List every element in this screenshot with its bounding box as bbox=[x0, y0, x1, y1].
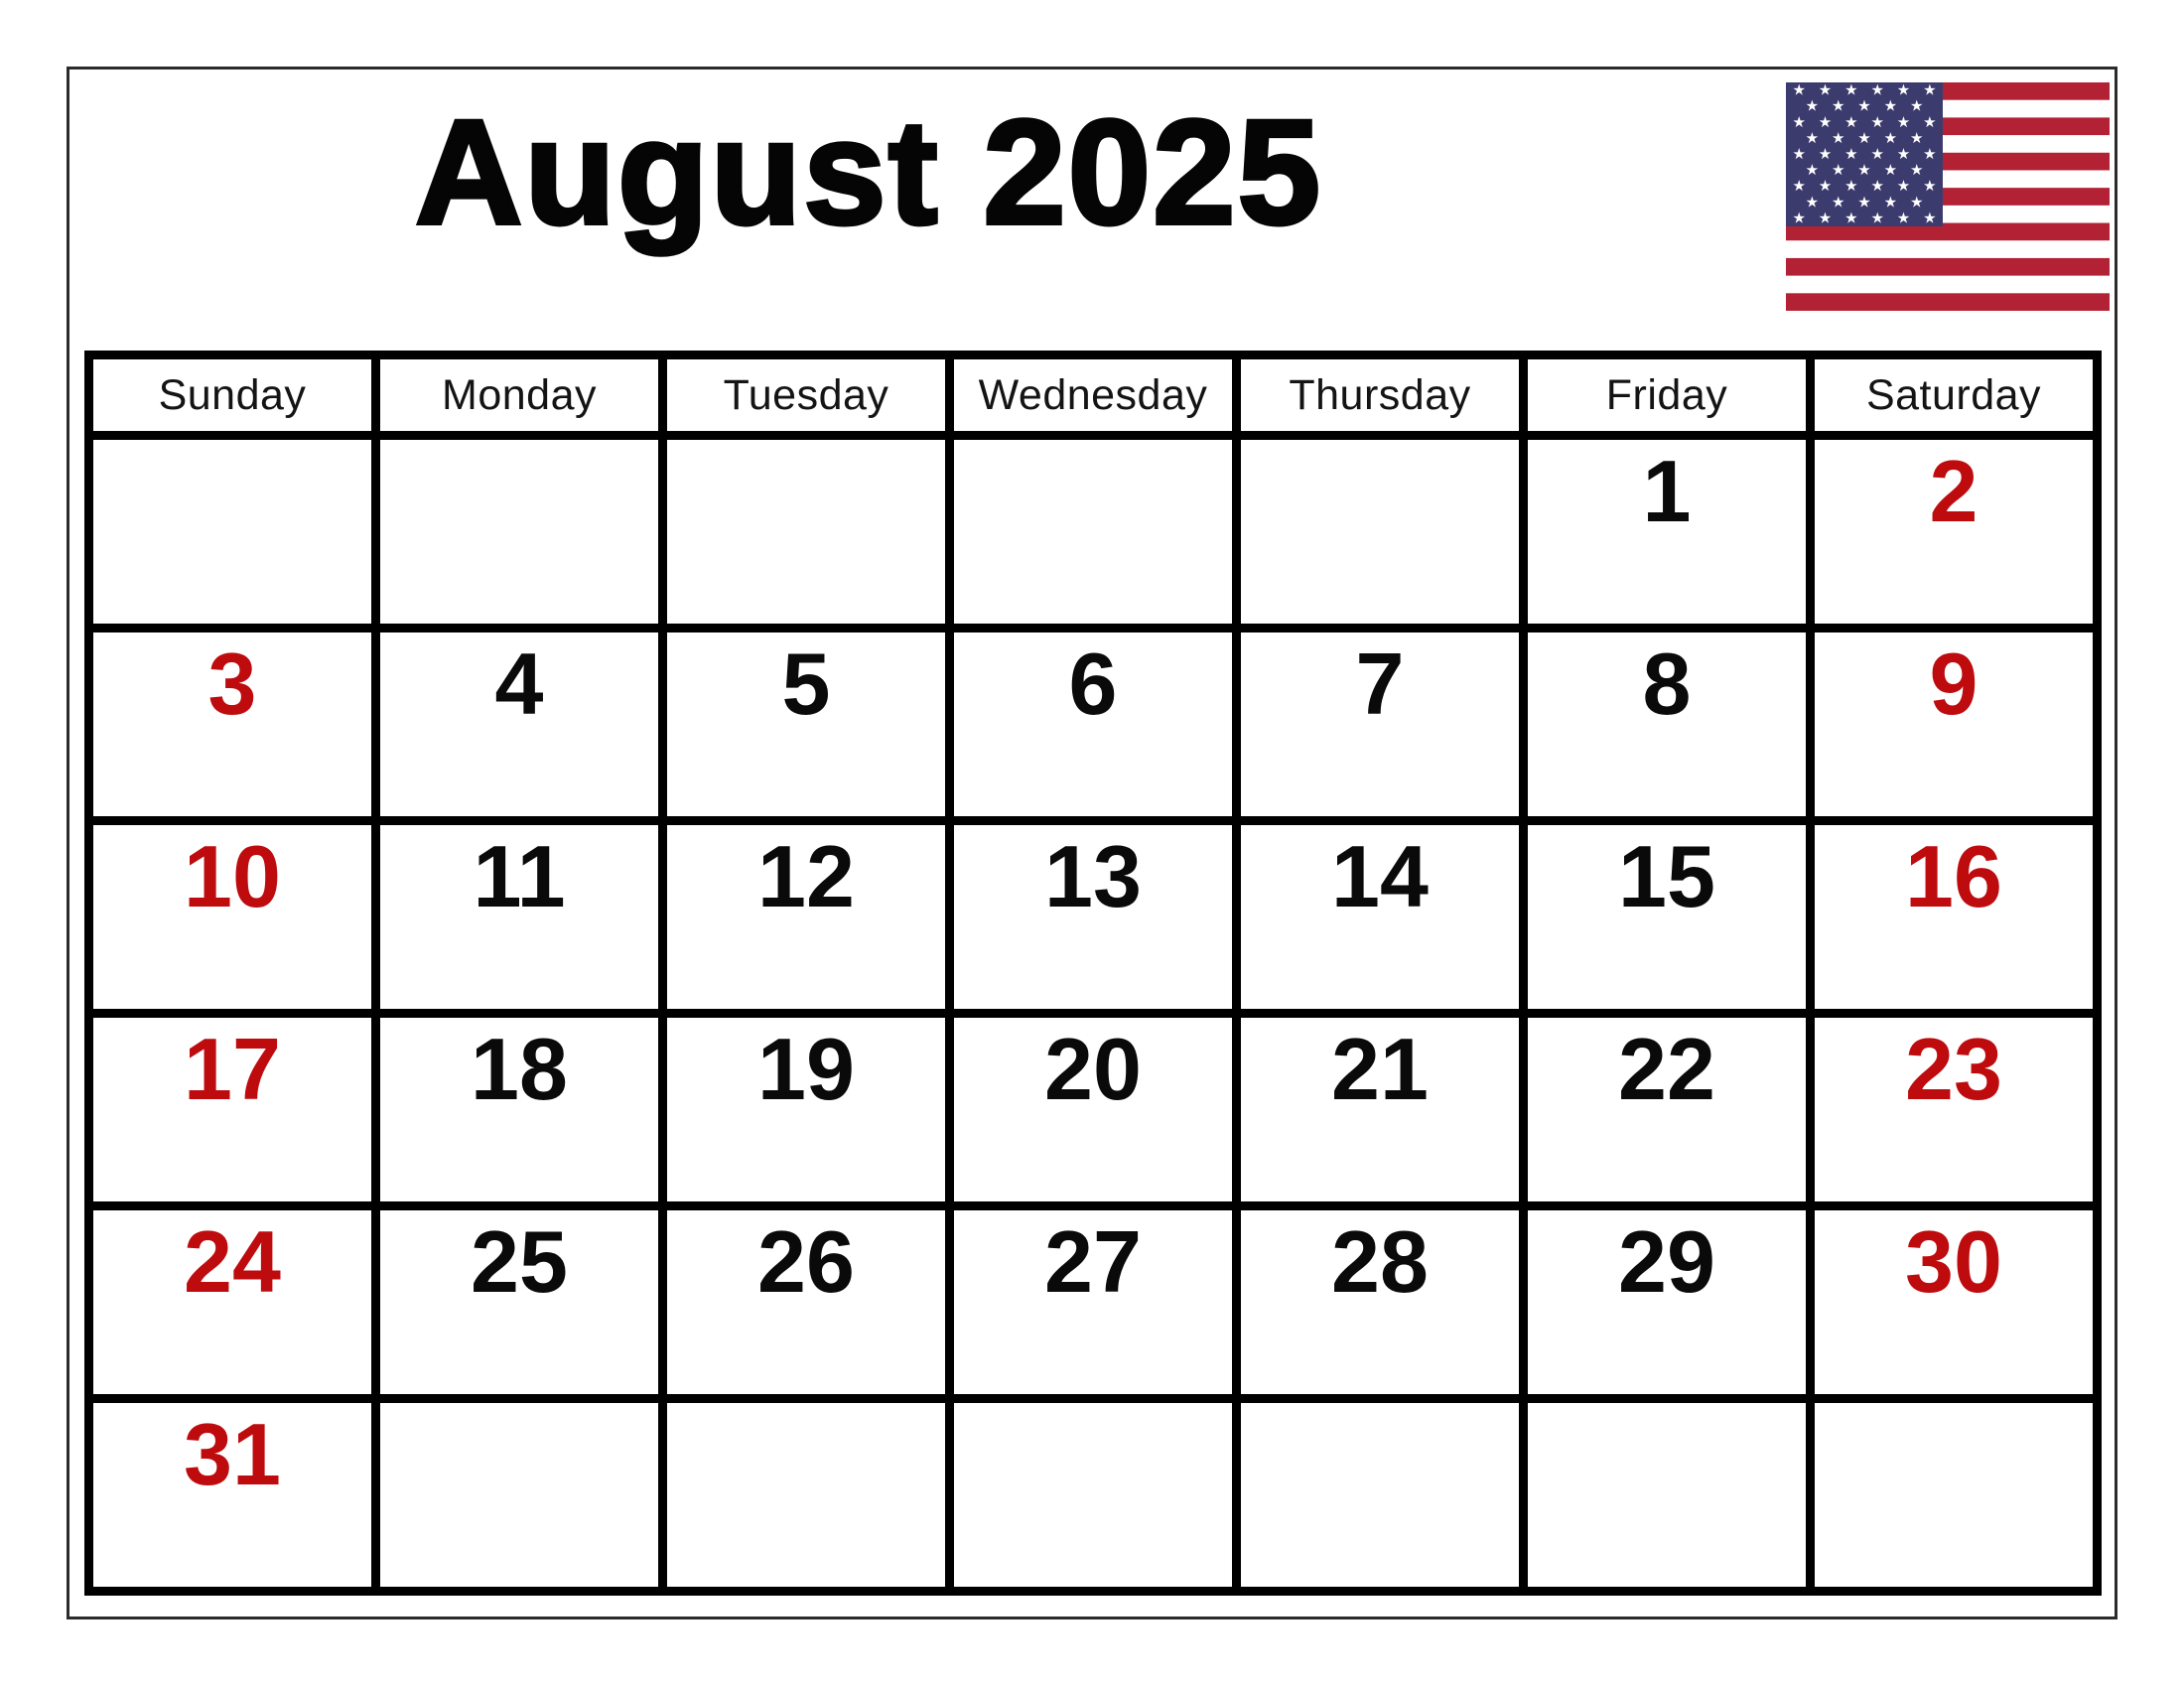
day-cell-25: 25 bbox=[380, 1210, 658, 1394]
flag-star: ★ bbox=[1844, 82, 1858, 99]
flag-star: ★ bbox=[1818, 178, 1833, 196]
flag-star: ★ bbox=[1870, 146, 1884, 163]
flag-star: ★ bbox=[1923, 82, 1937, 99]
day-cell-9: 9 bbox=[1815, 633, 2093, 816]
us-flag-icon bbox=[1786, 82, 2110, 311]
day-cell-13: 13 bbox=[954, 825, 1232, 1009]
flag-star: ★ bbox=[1883, 97, 1898, 115]
day-cell-empty bbox=[1241, 440, 1519, 624]
flag-star: ★ bbox=[1896, 178, 1911, 196]
flag-star: ★ bbox=[1792, 113, 1806, 131]
day-cell-21: 21 bbox=[1241, 1018, 1519, 1201]
flag-star: ★ bbox=[1792, 82, 1806, 99]
day-cell-3: 3 bbox=[93, 633, 371, 816]
day-cell-19: 19 bbox=[667, 1018, 945, 1201]
flag-star: ★ bbox=[1870, 210, 1884, 227]
day-cell-15: 15 bbox=[1528, 825, 1806, 1009]
flag-star: ★ bbox=[1896, 146, 1911, 163]
day-cell-empty bbox=[954, 440, 1232, 624]
day-cell-17: 17 bbox=[93, 1018, 371, 1201]
day-cell-4: 4 bbox=[380, 633, 658, 816]
day-cell-22: 22 bbox=[1528, 1018, 1806, 1201]
day-cell-empty bbox=[667, 440, 945, 624]
flag-star: ★ bbox=[1792, 210, 1806, 227]
flag-star: ★ bbox=[1909, 129, 1924, 147]
day-cell-empty bbox=[380, 440, 658, 624]
flag-star: ★ bbox=[1923, 113, 1937, 131]
weekday-header-saturday: Saturday bbox=[1815, 359, 2093, 431]
day-cell-20: 20 bbox=[954, 1018, 1232, 1201]
flag-star: ★ bbox=[1923, 178, 1937, 196]
day-cell-empty bbox=[1528, 1403, 1806, 1587]
flag-star: ★ bbox=[1844, 146, 1858, 163]
day-cell-24: 24 bbox=[93, 1210, 371, 1394]
day-cell-18: 18 bbox=[380, 1018, 658, 1201]
day-cell-empty bbox=[1815, 1403, 2093, 1587]
day-cell-5: 5 bbox=[667, 633, 945, 816]
day-cell-12: 12 bbox=[667, 825, 945, 1009]
day-cell-27: 27 bbox=[954, 1210, 1232, 1394]
weekday-header-sunday: Sunday bbox=[93, 359, 371, 431]
weekday-header-monday: Monday bbox=[380, 359, 658, 431]
weekday-header-thursday: Thursday bbox=[1241, 359, 1519, 431]
weekday-header-tuesday: Tuesday bbox=[667, 359, 945, 431]
weekday-header-friday: Friday bbox=[1528, 359, 1806, 431]
flag-star: ★ bbox=[1909, 97, 1924, 115]
calendar-grid bbox=[84, 351, 2102, 1596]
flag-star: ★ bbox=[1870, 178, 1884, 196]
day-cell-14: 14 bbox=[1241, 825, 1519, 1009]
flag-star: ★ bbox=[1831, 97, 1845, 115]
flag-star: ★ bbox=[1896, 82, 1911, 99]
month-title: August 2025 bbox=[415, 88, 1322, 255]
flag-star: ★ bbox=[1909, 162, 1924, 180]
flag-star: ★ bbox=[1857, 97, 1871, 115]
day-cell-7: 7 bbox=[1241, 633, 1519, 816]
flag-star: ★ bbox=[1844, 113, 1858, 131]
flag-star: ★ bbox=[1923, 146, 1937, 163]
flag-star: ★ bbox=[1805, 97, 1820, 115]
flag-star: ★ bbox=[1818, 82, 1833, 99]
day-cell-2: 2 bbox=[1815, 440, 2093, 624]
flag-star: ★ bbox=[1923, 210, 1937, 227]
flag-star: ★ bbox=[1831, 129, 1845, 147]
flag-star: ★ bbox=[1805, 162, 1820, 180]
day-cell-26: 26 bbox=[667, 1210, 945, 1394]
flag-star: ★ bbox=[1831, 162, 1845, 180]
flag-star: ★ bbox=[1844, 210, 1858, 227]
flag-star: ★ bbox=[1805, 129, 1820, 147]
weekday-header-wednesday: Wednesday bbox=[954, 359, 1232, 431]
day-cell-28: 28 bbox=[1241, 1210, 1519, 1394]
day-cell-empty bbox=[380, 1403, 658, 1587]
flag-star: ★ bbox=[1870, 113, 1884, 131]
flag-star: ★ bbox=[1857, 129, 1871, 147]
flag-star: ★ bbox=[1870, 82, 1884, 99]
day-cell-23: 23 bbox=[1815, 1018, 2093, 1201]
day-cell-empty bbox=[667, 1403, 945, 1587]
day-cell-16: 16 bbox=[1815, 825, 2093, 1009]
flag-star: ★ bbox=[1818, 210, 1833, 227]
flag-star: ★ bbox=[1896, 210, 1911, 227]
flag-star: ★ bbox=[1792, 178, 1806, 196]
day-cell-8: 8 bbox=[1528, 633, 1806, 816]
flag-star: ★ bbox=[1883, 129, 1898, 147]
flag-star: ★ bbox=[1818, 113, 1833, 131]
flag-star: ★ bbox=[1805, 194, 1820, 211]
flag-star: ★ bbox=[1792, 146, 1806, 163]
flag-star: ★ bbox=[1818, 146, 1833, 163]
day-cell-empty bbox=[954, 1403, 1232, 1587]
flag-star: ★ bbox=[1909, 194, 1924, 211]
day-cell-1: 1 bbox=[1528, 440, 1806, 624]
day-cell-11: 11 bbox=[380, 825, 658, 1009]
flag-star: ★ bbox=[1896, 113, 1911, 131]
day-cell-empty bbox=[1241, 1403, 1519, 1587]
flag-star: ★ bbox=[1883, 194, 1898, 211]
flag-star: ★ bbox=[1883, 162, 1898, 180]
flag-star: ★ bbox=[1857, 194, 1871, 211]
flag-star: ★ bbox=[1844, 178, 1858, 196]
day-cell-6: 6 bbox=[954, 633, 1232, 816]
flag-star: ★ bbox=[1831, 194, 1845, 211]
day-cell-30: 30 bbox=[1815, 1210, 2093, 1394]
flag-star: ★ bbox=[1857, 162, 1871, 180]
day-cell-empty bbox=[93, 440, 371, 624]
day-cell-29: 29 bbox=[1528, 1210, 1806, 1394]
day-cell-10: 10 bbox=[93, 825, 371, 1009]
day-cell-31: 31 bbox=[93, 1403, 371, 1587]
